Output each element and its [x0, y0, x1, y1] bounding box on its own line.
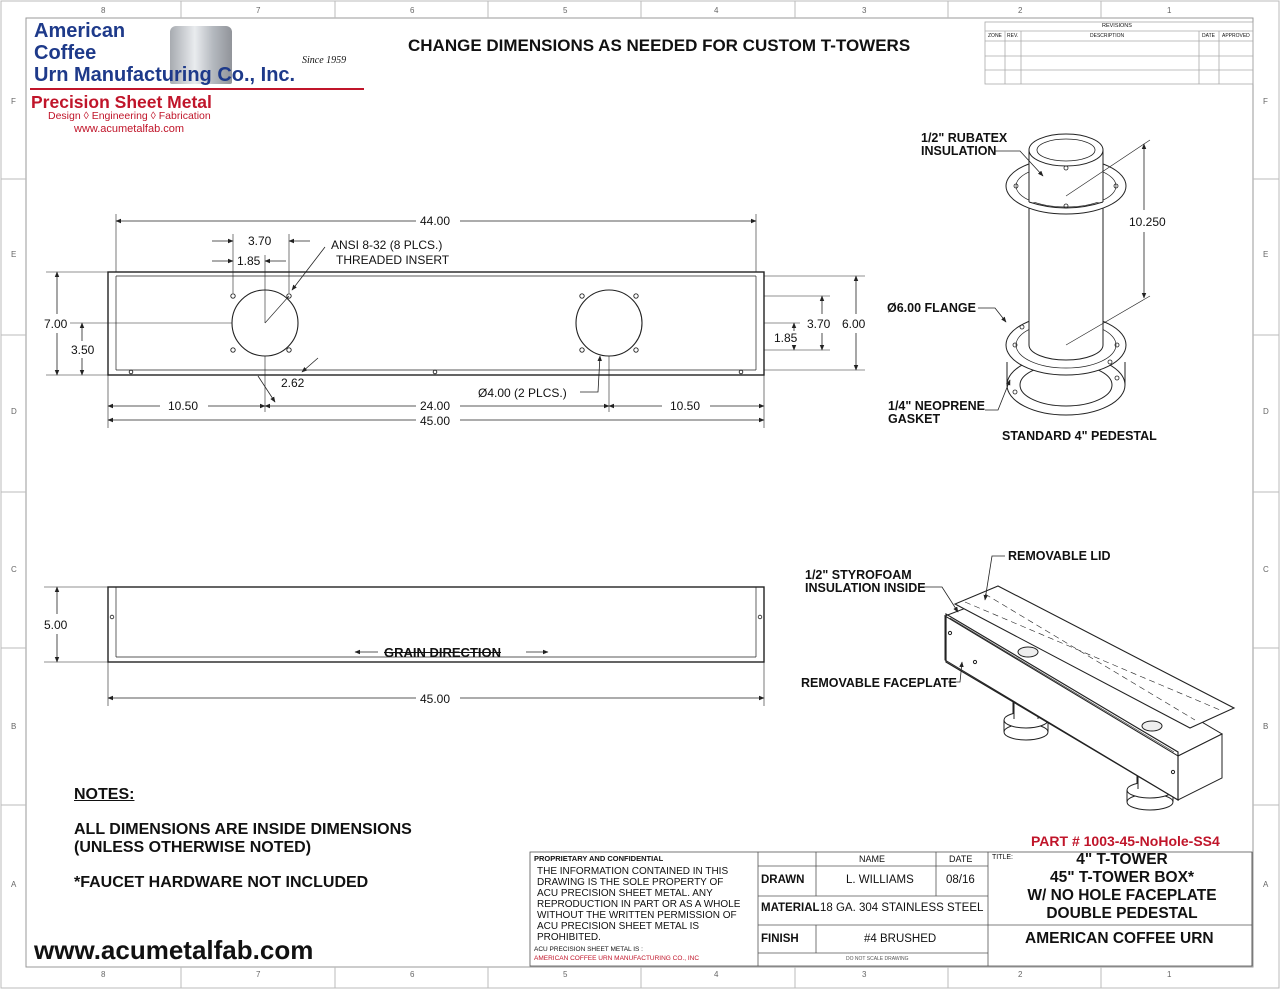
scale-note: DO NOT SCALE DRAWING [846, 956, 909, 962]
zone-row-f: F [11, 97, 16, 106]
notes-line1: ALL DIMENSIONS ARE INSIDE DIMENSIONS [74, 821, 412, 838]
zone-col-6: 6 [410, 6, 415, 15]
styrofoam-label-line1: 1/2" STYROFOAM [805, 568, 912, 582]
logo-american: American [34, 20, 126, 42]
proprietary-line-1: THE INFORMATION CONTAINED IN THIS [537, 866, 729, 877]
name-header: NAME [859, 854, 886, 864]
threaded-inserts [129, 294, 743, 374]
proprietary-heading: PROPRIETARY AND CONFIDENTIAL [534, 854, 664, 863]
rubatex-label-line2: INSULATION [921, 144, 997, 158]
drawn-label: DRAWN [761, 874, 805, 886]
logo-url: www.acumetalfab.com [74, 123, 185, 135]
zone-col-3: 3 [862, 6, 867, 15]
acu-note: ACU PRECISION SHEET METAL IS : [534, 946, 643, 953]
dim-right-half: 1.85 [774, 331, 798, 345]
zone-row-b: B [11, 722, 17, 731]
zone-col-7: 7 [256, 6, 261, 15]
zone-col-1: 1 [1167, 6, 1172, 15]
zone-row-c: C [11, 565, 17, 574]
part-number: PART # 1003-45-NoHole-SS4 [1031, 833, 1220, 849]
zone-row-f-right: F [1263, 97, 1268, 106]
pedestal-label: STANDARD 4" PEDESTAL [1002, 429, 1157, 443]
logo-urn-manufacturing: Urn Manufacturing Co., Inc. [34, 64, 296, 86]
tower-isometric [978, 134, 1150, 415]
dim-overall-outer: 45.00 [420, 414, 451, 428]
dim-hole-spacing: 3.70 [248, 234, 272, 248]
notes-line3: *FAUCET HARDWARE NOT INCLUDED [74, 874, 369, 891]
dim-overall-inner: 44.00 [420, 214, 451, 228]
removable-faceplate-label: REMOVABLE FACEPLATE [801, 676, 957, 690]
dim-right-spacing: 3.70 [807, 317, 831, 331]
proprietary-line-7: PROHIBITED. [537, 932, 601, 943]
zone-row-d-right: D [1263, 407, 1269, 416]
logo-divider [30, 88, 364, 90]
rev-col-description: DESCRIPTION [1090, 33, 1125, 39]
gasket-label-line2: GASKET [888, 412, 941, 426]
zone-col-8-bottom: 8 [101, 970, 106, 979]
title-line-3: W/ NO HOLE FACEPLATE [1027, 887, 1217, 904]
dim-right-height: 6.00 [842, 317, 866, 331]
grain-direction: GRAIN DIRECTION [384, 645, 501, 660]
zone-row-a-right: A [1263, 880, 1269, 889]
dim-diagonal: 2.62 [281, 376, 305, 390]
dim-center-spacing: 24.00 [420, 399, 451, 413]
logo-since: Since 1959 [302, 55, 347, 66]
zone-col-6-bottom: 6 [410, 970, 415, 979]
zone-col-8: 8 [101, 6, 106, 15]
zone-row-c-right: C [1263, 565, 1269, 574]
flange-label: Ø6.00 FLANGE [887, 301, 976, 315]
material-label: MATERIAL [761, 902, 820, 914]
proprietary-line-3: ACU PRECISION SHEET METAL. ANY [537, 888, 713, 899]
title-line-2: 45" T-TOWER BOX* [1049, 869, 1194, 886]
drawn-name: L. WILLIAMS [846, 874, 914, 886]
notes-line2: (UNLESS OTHERWISE NOTED) [74, 839, 312, 856]
proprietary-line-6: ACU PRECISION SHEET METAL IS [537, 921, 700, 932]
dim-height-half: 3.50 [71, 343, 95, 357]
proprietary-line-4: REPRODUCTION IN PART OR AS A WHOLE [537, 899, 741, 910]
zone-col-4: 4 [714, 6, 719, 15]
finish-label: FINISH [761, 933, 799, 945]
hole-right [576, 290, 642, 356]
zone-row-d: D [11, 407, 17, 416]
title-line-4: DOUBLE PEDESTAL [1046, 905, 1198, 922]
drawing-title [992, 851, 1252, 923]
styrofoam-label-line2: INSULATION INSIDE [805, 581, 926, 595]
zone-col-2-bottom: 2 [1018, 970, 1023, 979]
zone-col-2: 2 [1018, 6, 1023, 15]
title-line-1: 4" T-TOWER [1076, 851, 1168, 868]
dim-front-height: 5.00 [44, 618, 68, 632]
acu-company: AMERICAN COFFEE URN MANUFACTURING CO., INC [534, 955, 700, 962]
revision-block [985, 22, 1253, 84]
material-value: 18 GA. 304 STAINLESS STEEL [820, 902, 984, 914]
top-view [46, 214, 865, 428]
dim-tower-height: 10.250 [1129, 215, 1166, 229]
rubatex-label-line1: 1/2" RUBATEX [921, 131, 1008, 145]
insert-note-line2: THREADED INSERT [336, 253, 450, 267]
zone-col-1-bottom: 1 [1167, 970, 1172, 979]
zone-row-b-right: B [1263, 722, 1269, 731]
title-label: TITLE: [992, 854, 1014, 861]
dim-half-spacing: 1.85 [237, 254, 261, 268]
date-header: DATE [949, 854, 973, 864]
zone-col-7-bottom: 7 [256, 970, 261, 979]
zone-row-a: A [11, 880, 17, 889]
hole-note: Ø4.00 (2 PLCS.) [478, 386, 567, 400]
company-logo [30, 20, 370, 140]
revisions-title: REVISIONS [1102, 23, 1132, 29]
logo-precision-sheet-metal: Precision Sheet Metal [31, 92, 212, 112]
rev-col-approved: APPROVED [1222, 33, 1250, 39]
proprietary-line-5: WITHOUT THE WRITTEN PERMISSION OF [537, 910, 737, 921]
insert-note-line1: ANSI 8-32 (8 PLCS.) [331, 238, 443, 252]
dim-front-length: 45.00 [420, 692, 451, 706]
change-dimensions-note: CHANGE DIMENSIONS AS NEEDED FOR CUSTOM T-TOWERS [408, 36, 911, 55]
zone-row-e-right: E [1263, 250, 1269, 259]
dim-height-outer: 7.00 [44, 317, 68, 331]
zone-row-e: E [11, 250, 17, 259]
finish-value: #4 BRUSHED [864, 933, 937, 945]
logo-coffee: Coffee [34, 42, 97, 64]
drawn-date: 08/16 [946, 874, 975, 886]
dim-left-offset: 10.50 [168, 399, 199, 413]
box-isometric [920, 556, 1234, 810]
company-name: AMERICAN COFFEE URN [1025, 930, 1214, 947]
logo-services: Design ◊ Engineering ◊ Fabrication [48, 110, 211, 122]
notes-heading: NOTES: [74, 786, 135, 803]
footer-url: www.acumetalfab.com [34, 935, 314, 965]
proprietary-line-2: DRAWING IS THE SOLE PROPERTY OF [537, 877, 724, 888]
rev-col-rev: REV. [1007, 33, 1019, 39]
zone-col-3-bottom: 3 [862, 970, 867, 979]
zone-col-4-bottom: 4 [714, 970, 719, 979]
rev-col-zone: ZONE [988, 33, 1002, 39]
dim-right-offset: 10.50 [670, 399, 701, 413]
rev-col-date: DATE [1202, 33, 1215, 39]
gasket-label-line1: 1/4" NEOPRENE [888, 399, 985, 413]
zone-col-5-bottom: 5 [563, 970, 568, 979]
removable-lid-label: REMOVABLE LID [1008, 549, 1111, 563]
zone-col-5: 5 [563, 6, 568, 15]
